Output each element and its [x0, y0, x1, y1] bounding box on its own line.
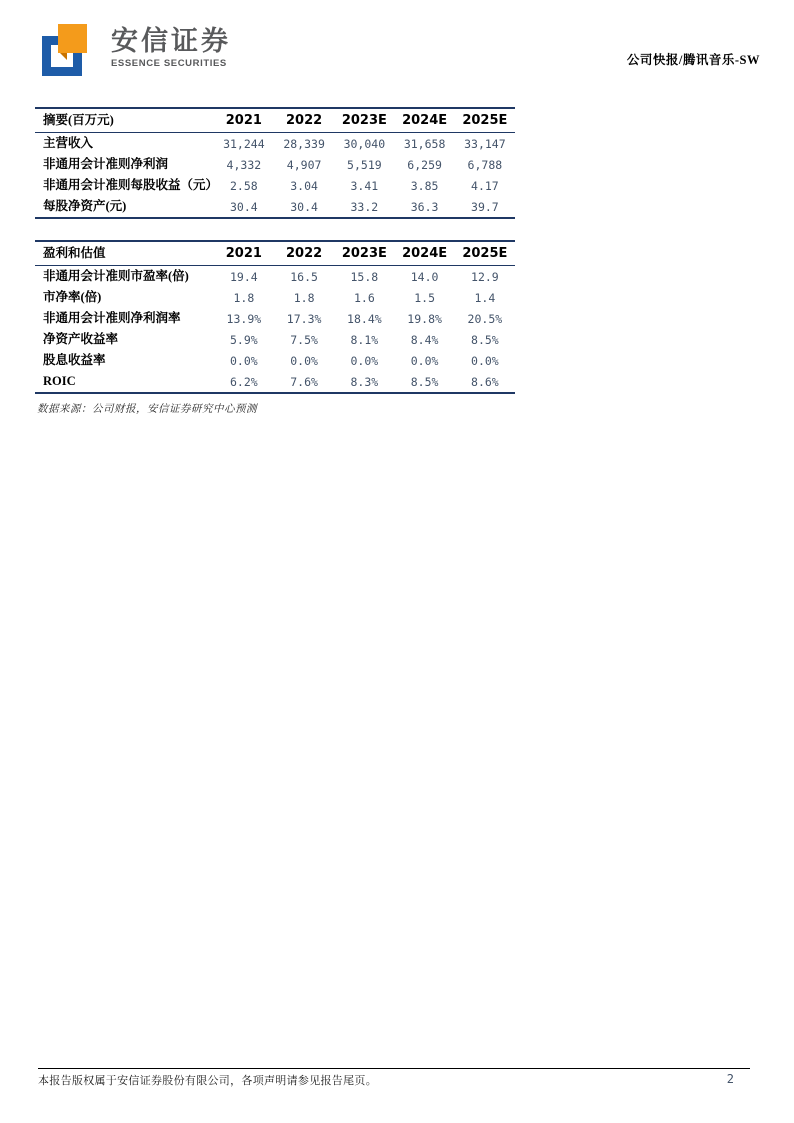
footer-divider — [38, 1068, 750, 1069]
metric-value: 4,907 — [286, 157, 322, 172]
metric-label: 非通用会计准则净利润率 — [43, 311, 181, 325]
metric-value: 4,332 — [226, 157, 262, 172]
year-column-header: 2025E — [455, 108, 515, 133]
metric-value: 18.4% — [347, 311, 382, 326]
metric-value: 20.5% — [467, 311, 503, 326]
metric-value: 3.85 — [410, 178, 439, 193]
metric-label: 主营收入 — [43, 136, 94, 150]
page-header — [42, 24, 760, 80]
metric-value: 2.58 — [230, 178, 258, 193]
year-column-header: 2023E — [334, 241, 394, 266]
metric-value: 8.5% — [410, 374, 439, 389]
year-column-header: 2025E — [455, 241, 515, 266]
metric-value: 13.9% — [226, 311, 262, 326]
metric-value: 30.4 — [230, 199, 258, 214]
metric-value: 1.6 — [353, 290, 375, 305]
metric-value: 14.0 — [410, 269, 439, 284]
brand-name-en: ESSENCE SECURITIES — [111, 58, 227, 69]
brand-name-cn: 安信证券 — [111, 26, 231, 56]
metric-value: 12.9 — [471, 269, 499, 284]
table-row — [35, 350, 515, 371]
metric-value: 36.3 — [410, 199, 439, 214]
metric-value: 17.3% — [286, 311, 322, 326]
metric-value: 28,339 — [283, 136, 325, 151]
metric-value: 19.8% — [407, 311, 442, 326]
metric-value: 1.4 — [474, 290, 496, 305]
summary-table — [35, 107, 515, 219]
metric-value: 0.0% — [230, 353, 258, 368]
metric-value: 0.0% — [410, 353, 439, 368]
metric-label: 非通用会计准则市盈率(倍) — [43, 269, 189, 283]
metric-value: 3.41 — [350, 178, 379, 193]
year-column-header: 2022 — [274, 241, 334, 266]
footer-row — [38, 1072, 750, 1088]
metric-value: 30.4 — [290, 199, 318, 214]
metric-value: 15.8 — [350, 269, 379, 284]
metric-value: 5.9% — [230, 332, 258, 347]
table-row — [35, 196, 515, 218]
table-row — [35, 287, 515, 308]
year-column-header: 2024E — [394, 241, 454, 266]
metric-value: 6,788 — [467, 157, 503, 172]
page-number: 2 — [726, 1072, 734, 1086]
metric-value: 8.5% — [471, 332, 499, 347]
metric-value: 0.0% — [350, 353, 379, 368]
metric-value: 4.17 — [471, 178, 499, 193]
data-source-note: 数据来源：公司财报，安信证券研究中心预测 — [37, 404, 257, 415]
valuation-table — [35, 240, 515, 394]
essence-securities-logo-icon — [42, 24, 98, 80]
metric-value: 31,244 — [223, 136, 265, 151]
table-title-cell: 盈利和估值 — [35, 241, 214, 266]
year-column-header: 2022 — [274, 108, 334, 133]
metric-value: 1.5 — [414, 290, 435, 305]
metric-value: 0.0% — [290, 353, 318, 368]
report-content — [35, 107, 515, 416]
metric-value: 39.7 — [471, 199, 499, 214]
metric-label: ROIC — [43, 374, 76, 388]
metric-label: 市净率(倍) — [43, 290, 102, 304]
metric-value: 8.1% — [350, 332, 379, 347]
metric-value: 5,519 — [347, 157, 382, 172]
metric-value: 16.5 — [290, 269, 318, 284]
page-footer — [38, 1068, 750, 1088]
metric-label: 净资产收益率 — [43, 332, 119, 346]
metric-value: 1.8 — [233, 290, 255, 305]
year-column-header: 2023E — [334, 108, 394, 133]
metric-label: 非通用会计准则每股收益（元） — [43, 178, 219, 192]
metric-value: 33.2 — [350, 199, 379, 214]
report-type-title: 公司快报/腾讯音乐-SW — [626, 53, 760, 67]
table-row — [35, 308, 515, 329]
metric-value: 31,658 — [403, 136, 446, 151]
metric-value: 19.4 — [230, 269, 258, 284]
logo-orange-square — [58, 24, 87, 53]
metric-value: 0.0% — [471, 353, 499, 368]
logo-text — [111, 24, 231, 69]
metric-label: 每股净资产(元) — [43, 199, 127, 213]
metric-label: 非通用会计准则净利润 — [43, 157, 169, 171]
copyright-disclaimer: 本报告版权属于安信证券股份有限公司，各项声明请参见报告尾页。 — [38, 1075, 377, 1087]
metric-value: 30,040 — [343, 136, 386, 151]
metric-value: 33,147 — [464, 136, 506, 151]
year-column-header: 2024E — [394, 108, 454, 133]
metric-value: 1.8 — [293, 290, 315, 305]
table-row — [35, 329, 515, 350]
metric-value: 3.04 — [290, 178, 318, 193]
table-gap — [35, 219, 515, 240]
metric-value: 8.4% — [410, 332, 439, 347]
year-column-header: 2021 — [214, 108, 274, 133]
brand-logo — [42, 24, 231, 80]
metric-value: 7.6% — [290, 374, 318, 389]
metric-value: 8.6% — [471, 374, 499, 389]
metric-value: 7.5% — [290, 332, 318, 347]
table-row — [35, 133, 515, 155]
metric-label: 股息收益率 — [43, 353, 106, 367]
table-row — [35, 371, 515, 393]
table-header-row — [35, 108, 515, 133]
table-header-row — [35, 241, 515, 266]
metric-value: 6.2% — [230, 374, 258, 389]
table-row — [35, 154, 515, 175]
table-row — [35, 266, 515, 288]
table-row — [35, 175, 515, 196]
metric-value: 6,259 — [407, 157, 442, 172]
year-column-header: 2021 — [214, 241, 274, 266]
table-title-cell: 摘要(百万元) — [35, 108, 214, 133]
metric-value: 8.3% — [350, 374, 379, 389]
